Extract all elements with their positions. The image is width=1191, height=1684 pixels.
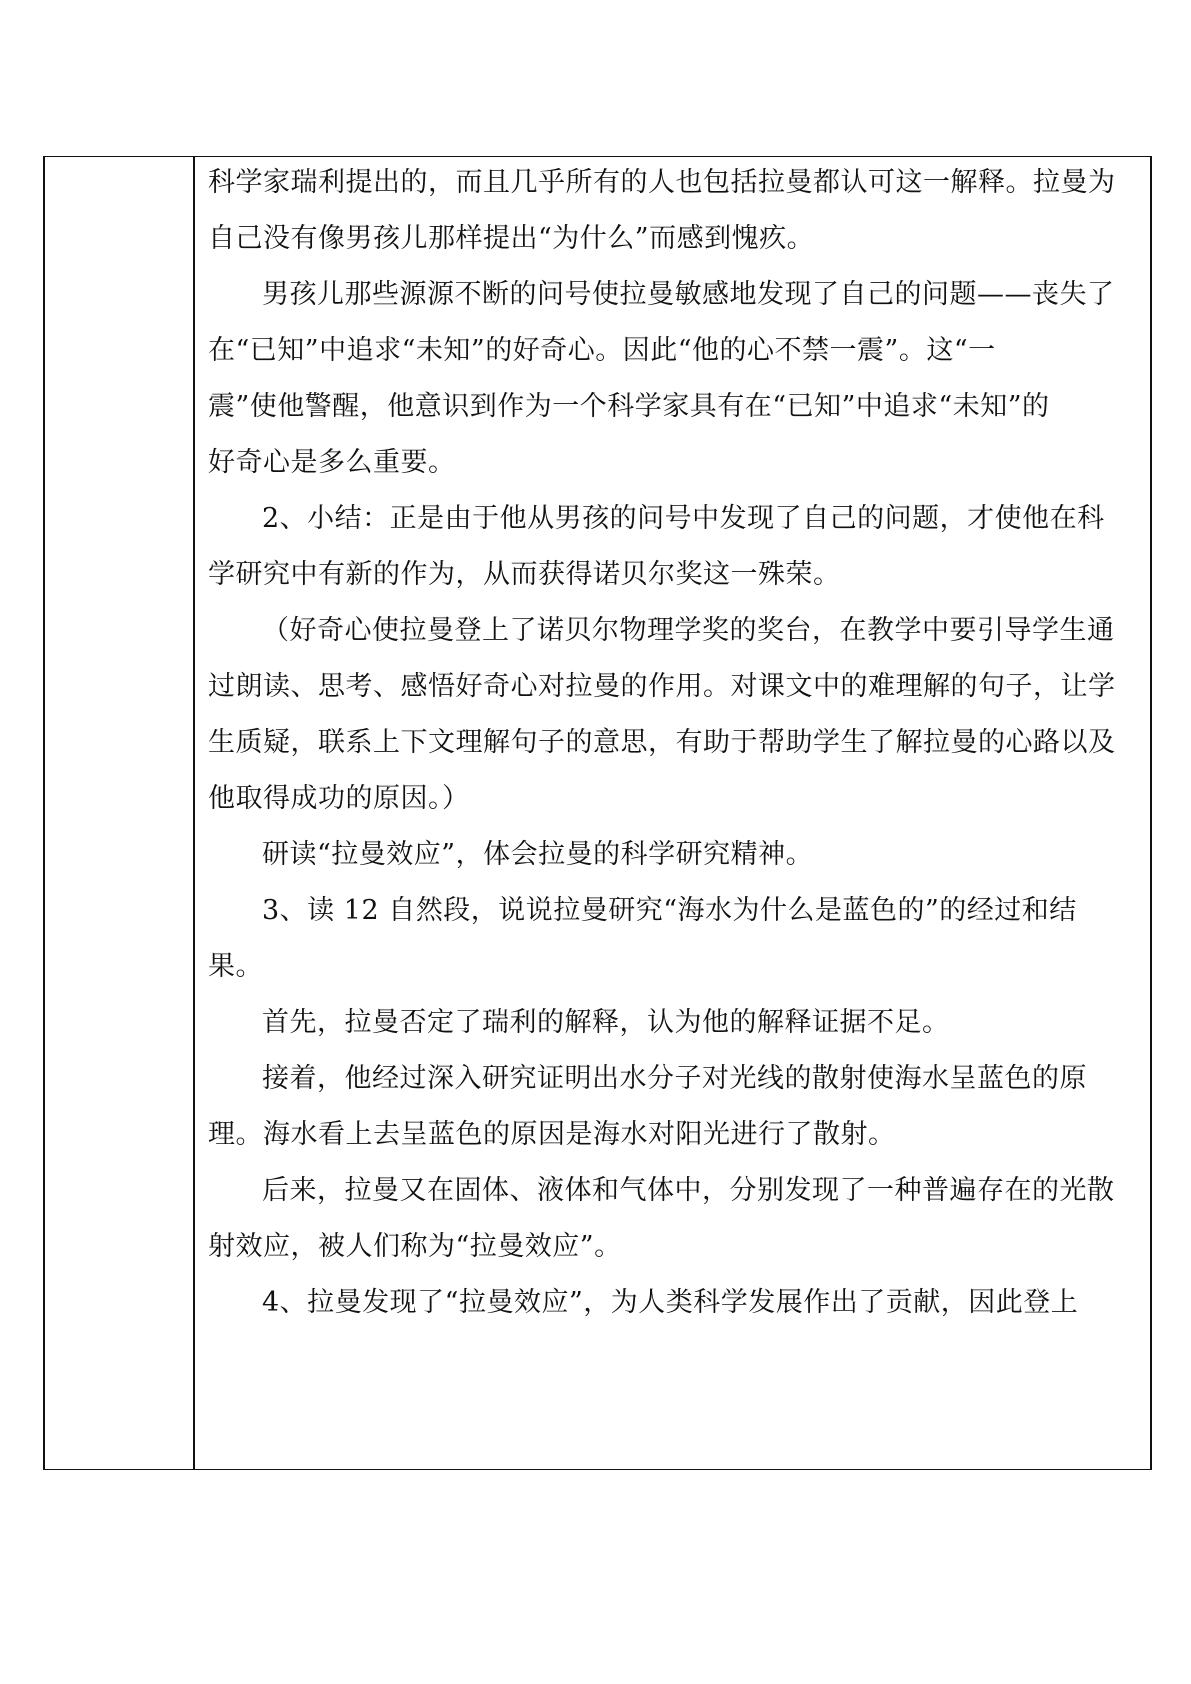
text-line: 科学家瑞利提出的，而且几乎所有的人也包括拉曼都认可这一解释。拉曼为 — [208, 167, 1116, 198]
column-divider — [193, 157, 195, 1469]
lesson-table — [43, 156, 1152, 1470]
paragraph-line: 后来，拉曼又在固体、液体和气体中，分别发现了一种普遍存在的光散 — [262, 1175, 1115, 1206]
text-line: 理。海水看上去呈蓝色的原因是海水对阳光进行了散射。 — [208, 1119, 896, 1150]
text-line: 果。 — [208, 951, 263, 982]
text-line: 射效应，被人们称为“拉曼效应”。 — [208, 1231, 622, 1262]
paragraph-line: 2、小结：正是由于他从男孩的问号中发现了自己的问题，才使他在科 — [262, 503, 1105, 534]
text-line: 好奇心是多么重要。 — [208, 447, 456, 478]
content-cell — [208, 157, 1140, 1469]
text-line: 他取得成功的原因。） — [208, 783, 470, 814]
text-line: 学研究中有新的作为，从而获得诺贝尔奖这一殊荣。 — [208, 559, 841, 590]
text-line: 过朗读、思考、感悟好奇心对拉曼的作用。对课文中的难理解的句子，让学 — [208, 671, 1116, 702]
paragraph-line: （好奇心使拉曼登上了诺贝尔物理学奖的奖台，在教学中要引导学生通 — [262, 615, 1115, 646]
text-line: 震”使他警醒，他意识到作为一个科学家具有在“已知”中追求“未知”的 — [208, 391, 1050, 422]
text-line: 生质疑，联系上下文理解句子的意思，有助于帮助学生了解拉曼的心路以及 — [208, 727, 1116, 758]
paragraph-line: 4、拉曼发现了“拉曼效应”，为人类科学发展作出了贡献，因此登上 — [262, 1287, 1079, 1318]
paragraph-line: 男孩儿那些源源不断的问号使拉曼敏感地发现了自己的问题——丧失了 — [262, 279, 1115, 310]
paragraph-line: 3、读 12 自然段，说说拉曼研究“海水为什么是蓝色的”的经过和结 — [262, 895, 1077, 926]
text-line: 自己没有像男孩儿那样提出“为什么”而感到愧疚。 — [208, 223, 815, 254]
paragraph-line: 接着，他经过深入研究证明出水分子对光线的散射使海水呈蓝色的原 — [262, 1063, 1087, 1094]
paragraph-line: 首先，拉曼否定了瑞利的解释，认为他的解释证据不足。 — [262, 1007, 950, 1038]
paragraph-line: 研读“拉曼效应”，体会拉曼的科学研究精神。 — [262, 839, 814, 870]
text-line: 在“已知”中追求“未知”的好奇心。因此“他的心不禁一震”。这“一 — [208, 335, 996, 366]
